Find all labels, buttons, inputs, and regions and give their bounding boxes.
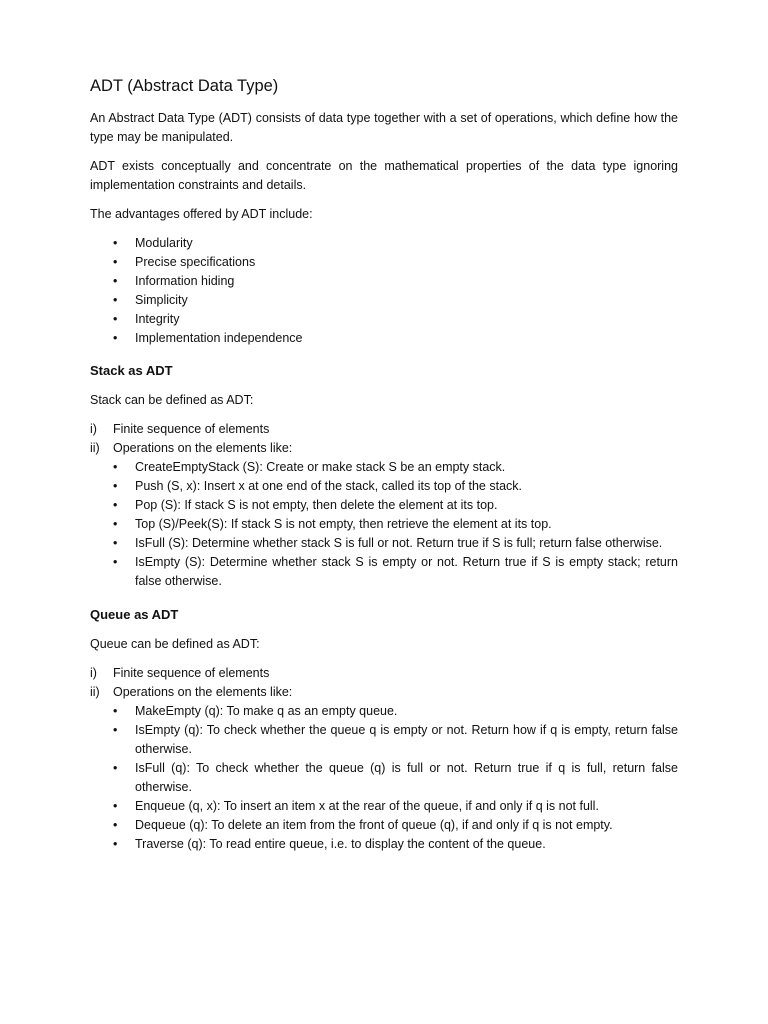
bullet-icon: • xyxy=(113,517,118,531)
operation-text: Enqueue (q, x): To insert an item x at the rear of the queue, if and only if q is not full. xyxy=(135,799,599,813)
intro-paragraph-1: An Abstract Data Type (ADT) consists of data type together with a set of operations, which define how the type may be manipulated. xyxy=(90,111,678,144)
list-item xyxy=(113,721,678,759)
list-item xyxy=(113,797,678,816)
list-item xyxy=(113,515,678,534)
bullet-icon: • xyxy=(113,293,118,307)
bullet-icon: • xyxy=(113,723,118,737)
stack-intro: Stack can be defined as ADT: xyxy=(90,393,254,407)
list-item-label: Modularity xyxy=(135,236,193,250)
list-item xyxy=(90,683,292,702)
operation-text: Pop (S): If stack S is not empty, then delete the element at its top. xyxy=(135,498,498,512)
list-item xyxy=(113,477,678,496)
queue-operations-list xyxy=(113,702,678,854)
operation-text: IsEmpty (q): To check whether the queue q is empty or not. Return how if q is empty, return false otherwise. xyxy=(135,723,678,756)
list-item-label: Precise specifications xyxy=(135,255,256,269)
operation-text: Top (S)/Peek(S): If stack S is not empty, then retrieve the element at its top. xyxy=(135,517,552,531)
list-item xyxy=(113,702,678,721)
queue-intro: Queue can be defined as ADT: xyxy=(90,637,260,651)
list-item xyxy=(113,310,302,329)
bullet-icon: • xyxy=(113,818,118,832)
bullet-icon: • xyxy=(113,312,118,326)
list-item xyxy=(113,291,302,310)
bullet-icon: • xyxy=(113,799,118,813)
bullet-icon: • xyxy=(113,536,118,550)
stack-heading: Stack as ADT xyxy=(90,363,173,378)
list-item xyxy=(90,420,292,439)
list-item-label: Finite sequence of elements xyxy=(113,666,270,680)
bullet-icon: • xyxy=(113,704,118,718)
operation-text: IsFull (q): To check whether the queue (q) is full or not. Return true if q is full, return false otherwise. xyxy=(135,761,678,794)
bullet-icon: • xyxy=(113,761,118,775)
bullet-icon: • xyxy=(113,331,118,345)
list-item-label: Simplicity xyxy=(135,293,188,307)
advantages-heading: The advantages offered by ADT include: xyxy=(90,207,313,221)
list-item xyxy=(113,329,302,348)
list-item xyxy=(113,496,678,515)
list-item xyxy=(113,553,678,591)
operation-text: IsEmpty (S): Determine whether stack S is empty or not. Return true if S is empty stack; return false otherwise. xyxy=(135,555,678,588)
list-item-label: Operations on the elements like: xyxy=(113,441,293,455)
operation-text: Push (S, x): Insert x at one end of the stack, called its top of the stack. xyxy=(135,479,522,493)
list-item-label: Information hiding xyxy=(135,274,235,288)
operation-text: IsFull (S): Determine whether stack S is full or not. Return true if S is full; return false otherwise. xyxy=(135,536,663,550)
operation-text: Dequeue (q): To delete an item from the front of queue (q), if and only if q is not empty. xyxy=(135,818,613,832)
list-item xyxy=(90,664,292,683)
roman-numeral: ii) xyxy=(90,441,100,455)
roman-numeral: i) xyxy=(90,422,97,436)
bullet-icon: • xyxy=(113,837,118,851)
stack-operations-list xyxy=(113,458,678,591)
queue-points xyxy=(90,664,292,702)
list-item-label: Finite sequence of elements xyxy=(113,422,270,436)
operation-text: Traverse (q): To read entire queue, i.e. to display the content of the queue. xyxy=(135,837,546,851)
bullet-icon: • xyxy=(113,236,118,250)
advantages-list xyxy=(113,234,302,348)
list-item-label: Implementation independence xyxy=(135,331,303,345)
intro-paragraph-2: ADT exists conceptually and concentrate on the mathematical properties of the data type ignoring implementation constraints and details. xyxy=(90,159,678,192)
list-item xyxy=(113,458,678,477)
roman-numeral: i) xyxy=(90,666,97,680)
bullet-icon: • xyxy=(113,460,118,474)
bullet-icon: • xyxy=(113,255,118,269)
queue-heading: Queue as ADT xyxy=(90,607,179,622)
bullet-icon: • xyxy=(113,479,118,493)
list-item-label: Integrity xyxy=(135,312,180,326)
list-item xyxy=(113,835,678,854)
bullet-icon: • xyxy=(113,555,118,569)
list-item xyxy=(113,534,678,553)
list-item-label: Operations on the elements like: xyxy=(113,685,293,699)
list-item xyxy=(113,253,302,272)
list-item xyxy=(113,816,678,835)
stack-points xyxy=(90,420,292,458)
bullet-icon: • xyxy=(113,274,118,288)
list-item xyxy=(113,759,678,797)
roman-numeral: ii) xyxy=(90,685,100,699)
page-title: ADT (Abstract Data Type) xyxy=(90,77,279,95)
operation-text: MakeEmpty (q): To make q as an empty queue. xyxy=(135,704,398,718)
bullet-icon: • xyxy=(113,498,118,512)
list-item xyxy=(113,272,302,291)
list-item xyxy=(90,439,292,458)
operation-text: CreateEmptyStack (S): Create or make stack S be an empty stack. xyxy=(135,460,506,474)
list-item xyxy=(113,234,302,253)
